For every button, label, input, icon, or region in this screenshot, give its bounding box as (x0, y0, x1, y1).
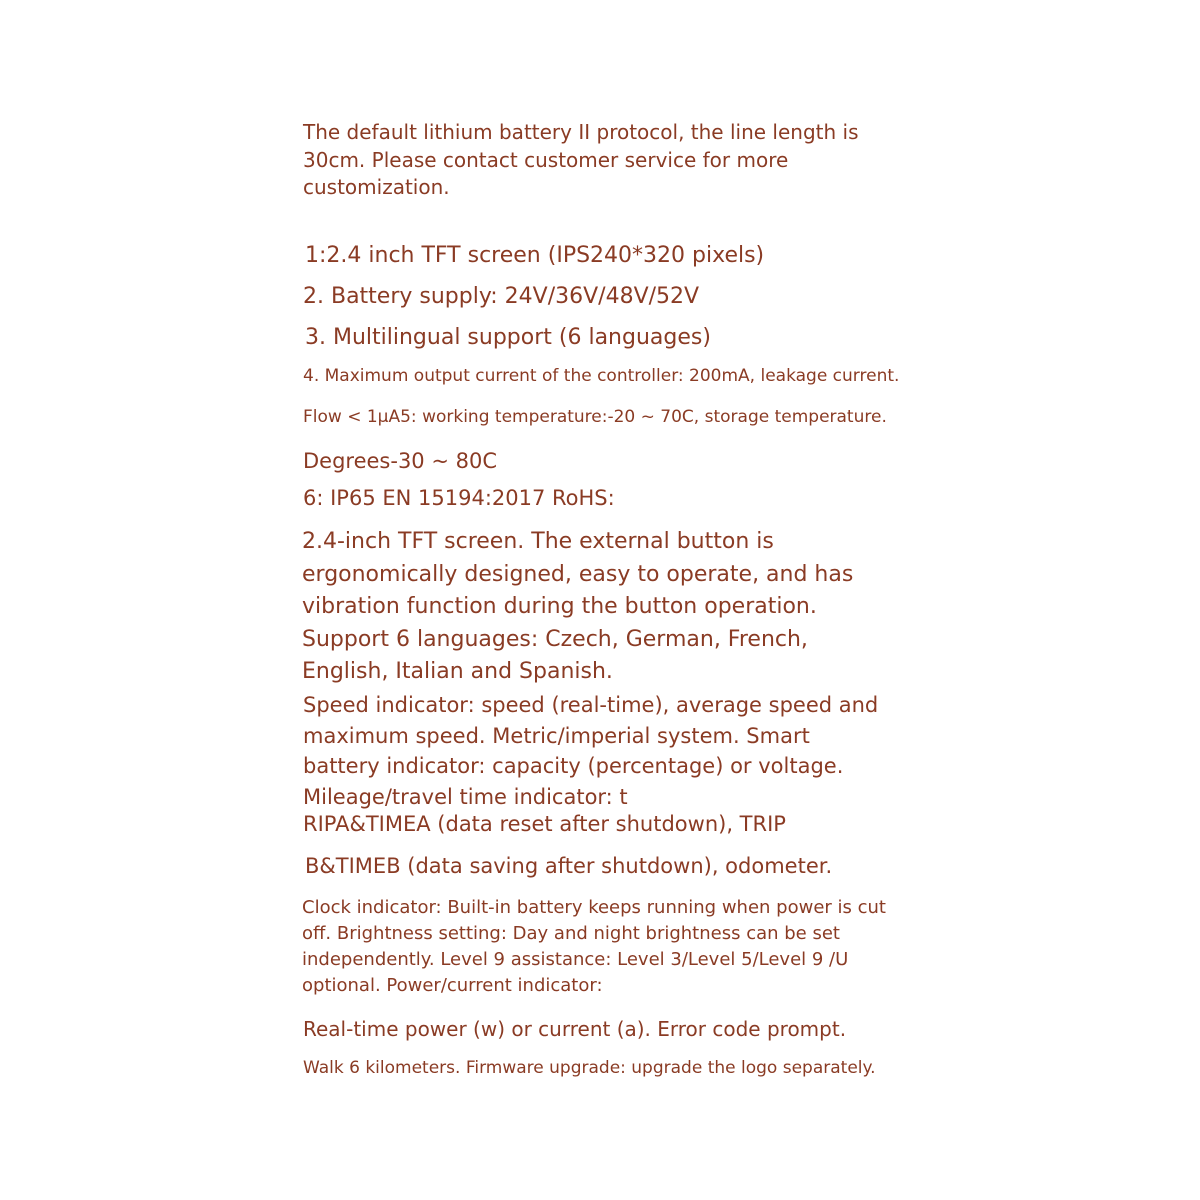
clock-description: Clock indicator: Built-in battery keeps running when power is cut off. Brightness setting: Day and night brightness can be set independently. Level 9 assistance: Level 3/Level 5/Level 9 /U optional. Power/current indicator: (302, 897, 886, 996)
spec-item-certification: 6: IP65 EN 15194:2017 RoHS: (303, 486, 615, 510)
spec-item-screen: 1:2.4 inch TFT screen (IPS240*320 pixels) (305, 243, 765, 268)
spec-item-temperature: Flow < 1μA5: working temperature:-20 ~ 70C, storage temperature. (303, 407, 887, 427)
intro-paragraph: The default lithium battery II protocol, the line length is 30cm. Please contact customer service for more customization. (303, 120, 859, 199)
trip-a-line: RIPA&TIMEA (data reset after shutdown), TRIP (303, 812, 786, 836)
screen-description: 2.4-inch TFT screen. The external button is ergonomically designed, easy to operate, and has vibration function during the button operation. Support 6 languages: Czech, German, French, English, Italian and Spanish. (302, 529, 854, 684)
trip-b-line: B&TIMEB (data saving after shutdown), odometer. (305, 854, 833, 878)
walk-firmware-line: Walk 6 kilometers. Firmware upgrade: upgrade the logo separately. (303, 1058, 876, 1078)
speed-description: Speed indicator: speed (real-time), average speed and maximum speed. Metric/imperial system. Smart battery indicator: capacity (percentage) or voltage. Mileage/travel time indicator: t (303, 693, 879, 809)
spec-item-output-current: 4. Maximum output current of the controller: 200mA, leakage current. (303, 366, 900, 386)
spec-item-storage-degrees: Degrees-30 ~ 80C (303, 449, 498, 473)
power-line: Real-time power (w) or current (a). Error code prompt. (303, 1017, 847, 1041)
spec-item-battery: 2. Battery supply: 24V/36V/48V/52V (303, 284, 700, 309)
spec-item-languages: 3. Multilingual support (6 languages) (305, 325, 711, 350)
